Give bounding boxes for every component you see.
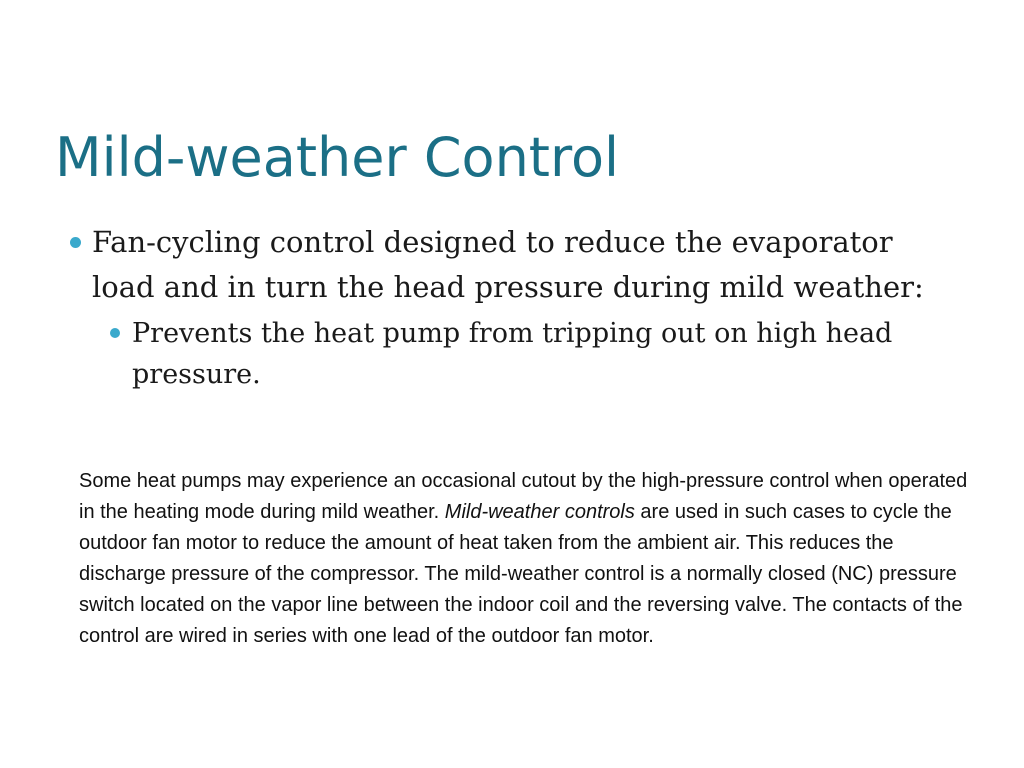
bullet-dot-icon — [70, 237, 81, 248]
body-paragraph — [79, 466, 969, 652]
bullet-text: Fan-cycling control designed to reduce the evaporator load and in turn the head pressure during mild weather: — [92, 225, 924, 304]
bullet-list — [62, 220, 962, 395]
slide-title: Mild-weather Control — [55, 126, 620, 189]
sub-bullet-dot-icon — [110, 328, 120, 338]
body-text-part2: are used in such cases to cycle the outdoor fan motor to reduce the amount of heat taken from the ambient air. This reduces the discharge pressure of the compressor. The mild-weather control is a normally closed (NC) pressure switch located on the vapor line between the indoor coil and the reversing valve. The contacts of the control are wired in series with one lead of the outdoor fan motor. — [79, 501, 963, 647]
body-text-part1: Some heat pumps may experience an occasional cutout by the high-pressure control when operated in the heating mode during mild weather. — [79, 470, 968, 523]
bullet-item — [62, 220, 962, 310]
body-text-emphasis: Mild-weather controls — [444, 501, 635, 523]
sub-bullet-text: Prevents the heat pump from tripping out on high head pressure. — [132, 318, 893, 390]
sub-bullet-item — [102, 313, 962, 395]
